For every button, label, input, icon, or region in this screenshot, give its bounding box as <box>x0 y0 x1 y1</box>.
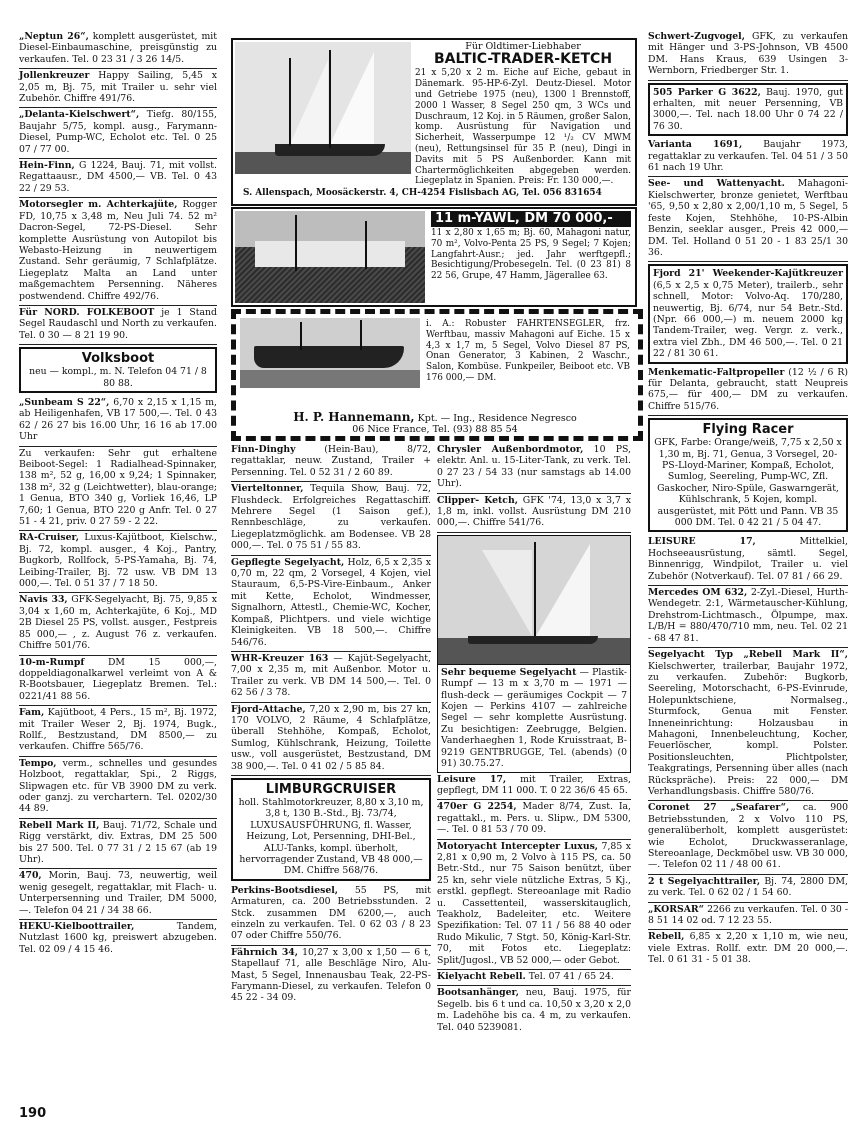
ad-headline: Fjord 21' Weekender-Kajütkreuzer <box>653 268 843 280</box>
ad-headline: Fam, <box>19 707 45 719</box>
ad-body: 55 PS, mit Armaturen, ca. 200 Betriebsstunden. 2 Stck. zusammen DM 6200,—, auch einzeln zu verkaufen. Tel. 0 62 03 / 8 23 07 oder Chiffre 550/76. <box>231 884 431 942</box>
sailing-yacht-photo <box>437 535 631 665</box>
ad-body: Tel. 07 41 / 65 24. <box>528 971 614 982</box>
baltic-title: BALTIC-TRADER-KETCH <box>433 51 613 68</box>
ad-body: Morin, Bauj. 73, neuwertig, weil wenig gesegelt, regattaklar, mit Flach- u. Unterpersenning und Trailer, DM 5000,—. Telefon 04 21 / 34 38 66. <box>19 870 217 916</box>
boxed-ad-text: GFK, Farbe: Orange/weiß, 7,75 x 2,50 x 1,30 m, Bj. 71, Genua, 3 Vorsegel, 20-PS-Lloyd-Mariner, Kompaß, Echolot, Sumlog, Seereling, Pump-WC, Zfl. Gaskocher, Niro-Spüle, Gaswarngerät, Kühlschrank, 5 Kojen, kompl. ausgerüstet, mit Pött und Pann. VB 35 000 DM. Tel. 0 42 21 / 5 04 47. <box>654 437 842 529</box>
boxed-ad <box>19 347 217 393</box>
page-number: 190 <box>19 1106 47 1121</box>
ad-body: Happy Sailing, 5,45 x 2,05 m, Bj. 75, mit Trailer u. sehr viel Zubehör. Chiffre 491/76. <box>19 70 217 105</box>
classified-ad <box>231 884 431 946</box>
classified-ad <box>19 920 217 958</box>
ad-headline: 2 t Segelyachttrailer, <box>648 875 761 887</box>
classified-ad <box>231 443 431 482</box>
ad-headline: „Delanta-Kielschwert“, <box>19 109 140 121</box>
ad-body: Bj. 74, 2800 DM, zu verk. Tel. 0 62 02 / 1 54 60. <box>648 875 848 899</box>
classified-ad <box>19 706 217 757</box>
classified-ad <box>648 903 848 931</box>
ad-headline: Tempo, <box>19 757 57 769</box>
ad-headline: Motoryacht Intercepter Luxus, <box>437 840 599 852</box>
ad-body: GFK '74, 13,0 x 3,7 x 1,8 m, inkl. vollst. Ausrüstung DM 210 000,—. Chiffre 541/76. <box>437 494 631 529</box>
classified-ad <box>648 930 848 968</box>
ad-headline: Coronet 27 „Seafarer“, <box>648 802 790 814</box>
ad-headline: Rebell, <box>648 931 685 943</box>
yawl-title: 11 m-YAWL, DM 70 000,- <box>431 211 631 227</box>
classified-ad <box>19 108 217 159</box>
classified-ad <box>19 69 217 108</box>
classified-ad <box>19 159 217 198</box>
ad-body: G 1224, Bauj. 71, mit vollst. Regattaausr., DM 4500,— VB. Tel. 0 43 22 / 29 53. <box>19 160 217 194</box>
classified-ad <box>231 482 431 555</box>
ad-body: 7,20 x 2,90 m, bis 27 kn, 170 VOLVO, 2 Räume, 4 Schlafplätze, überall Stehhöhe, Kompaß, Echolot, Sumlog, Kühlschrank, Heizung, Toilette usw., voll ausgerüstet, Bestzustand, DM 38 900,—. Tel. 0 41 02 / 5 85 84. <box>231 703 431 772</box>
ad-headline: LEISURE 17, <box>648 536 756 548</box>
ad-headline: Motorsegler m. Achterkajüte, <box>19 199 178 211</box>
ad-body: Kielschwerter, trailerbar, Baujahr 1972, zu verkaufen. Zubehör: Bugkorb, Seereling, Motorschacht, 6-PS-Evinrude, Holepunktschiene, Normalseg., Sturmfock, Genua mit Fenster. Inneneinrichtung: Holzausbau in Mahagoni, Innenbeleuchtung, Kocher, Feuerlöscher, kompl. Polster. Positionsleuchten, Plichtpolster, Teakgratings, Persenning über alles (nach Rückspräche). Preis: 22 000,— DM Verhandlungsbasis. Chiffre 580/76. <box>648 660 848 797</box>
ad-body: je 1 Stand Segel Raudaschl und North zu verkaufen. Tel. 0 30 — 8 21 19 90. <box>19 306 217 341</box>
ad-body: 10,27 x 3,00 x 1,50 — 6 t, Stapellauf 71, alle Beschläge Niro, Alu-Mast, 5 Segel, Innenausbau Teak, 22-PS-Farymann-Diesel, zu verkaufen. Telefon 0 45 22 - 34 09. <box>231 946 431 1004</box>
ad-headline: Clipper- Ketch, <box>437 494 518 506</box>
ad-headline: Navis 33, <box>19 594 68 606</box>
boxed-ad-title: LIMBURGCRUISER <box>265 781 397 797</box>
ad-headline: Rebell Mark II, <box>19 819 100 831</box>
ad-headline: RA-Cruiser, <box>19 532 79 544</box>
classified-ad <box>648 177 848 262</box>
classified-ad <box>437 986 631 1036</box>
classified-ad <box>648 138 848 177</box>
ad-headline: See- und Wattenyacht. <box>648 178 785 190</box>
classified-ad <box>648 264 848 363</box>
boxed-ad <box>648 418 848 532</box>
yawl-description: 11 x 2,80 x 1,65 m; Bj. 60, Mahagoni natur, 70 m², Volvo-Penta 25 PS, 9 Segel; 7 Kojen; Langfahrt-Ausr.; jed. Jahr werftgepfl.; Besichtigung/Probesegeln. Tel. (0 23 81) 8 22 56, Grupe, 47 Hamm, Jägerallee 63. <box>431 228 631 282</box>
classified-ad <box>19 198 217 306</box>
ad-headline: 470er G 2254, <box>437 801 517 813</box>
ad-body: Bauj. 71/72, Schale und Rigg verstärkt, div. Extras, DM 25 500 bis 27 500. Tel. 0 77 31 / 2 15 67 (ab 19 Uhr). <box>19 819 217 865</box>
ad-body: — Plastik-Rumpf — 13 m x 3,70 m — 1971 — flush-deck — geräumiges Cockpit — 7 Kojen — Perkins 4107 — zahlreiche Segel — sehr komplette Ausrüstung. Zu besichtigen: Zeebrugge, Belgien. Vanderhaeghen 1, Rode Kruisstraat, B-9219 GENTBRUGGE, Tel. (abends) (0 91) 30.75.27. <box>441 666 627 770</box>
fahrtensegler-contact <box>240 410 630 435</box>
fahrtensegler-photo <box>240 318 420 388</box>
classified-ad <box>19 656 217 707</box>
ad-body: Holz, 6,5 x 2,35 x 0,70 m, 22 qm, 2 Vorsegel, 4 Kojen, viel Stauraum, 6,5-PS-Vire-Einbaum., Anker mit Kette, Echolot, Windmesser, Signalhorn, Attestl., Chemie-WC, Kocher, Kompaß, Plichtpers. und viele wichtige Kleinigkeiten. VB 18 500,—. Chiffre 546/76. <box>231 556 431 648</box>
classifieds-column-4 <box>648 30 848 969</box>
ad-body: 2-Zyl.-Diesel, Hurth-Wendegetr. 2:1, Wärmetauscher-Kühlung, Drehstrom-Lichtmasch., Ölpumpe, max. L/B/H = 880/470/710 mm, neu. Tel. 02 21 - 68 47 81. <box>648 587 848 644</box>
ad-body: GFK-Segelyacht, Bj. 75, 9,85 x 3,04 x 1,60 m, Achterkajüte, 6 Koj., MD 2B Diesel 25 PS, vollst. ausger., Festpreis 85 000,— , z. August 76 z. verkaufen. Chiffre 501/76. <box>19 594 217 652</box>
ad-body: Rogger FD, 10,75 x 3,48 m, Neu Juli 74. 52 m² Dacron-Segel, 72-PS-Diesel. Sehr komplette Ausrüstung von Autopilot bis Webasto-Heizung in neuwertigem Zustand. Sehr geräumig, 7 Schlafplätze. Liegeplatz Malta an Land unter maßgemachtem Persenning. Näheres postwendend. Chiffre 492/76. <box>19 199 217 302</box>
ad-body: 6,85 x 2,20 x 1,10 m, wie neu, viele Extras. Rollf. extr. DM 20 000,—. Tel. 0 61 31 - 5 01 38. <box>648 931 848 966</box>
classified-ad <box>648 83 848 137</box>
ad-body: (6,5 x 2,5 x 0,75 Meter), trailerb., sehr schnell, Motor: Volvo-Aq. 170/280, neuwertig, Bj. 6/74, nur 54 Betr.-Std. (Npr. 66 000,—) m. neuem 2000 kg Tandem-Trailer, weg. Vergr. z. verk., extra viel Zbh., DM 46 500,—. Tel. 0 21 22 / 81 30 61. <box>653 279 843 360</box>
ad-headline: Fjord-Attache, <box>231 703 306 715</box>
classifieds-column-1 <box>19 30 217 958</box>
ad-body: — Kajüt-Segelyacht, 7,00 x 2,35 m, mit Außenbor. Motor u. Trailer zu verk. VB DM 14 500,—. Tel. 0 62 56 / 3 78. <box>231 652 431 699</box>
baltic-kicker: Für Oldtimer-Liebhaber <box>465 41 581 52</box>
classified-ad <box>231 703 431 776</box>
baltic-description: 21 x 5,20 x 2 m. Eiche auf Eiche, gebaut in Dänemark. 95-HP-6-Zyl. Deutz-Diesel. Motor und Getriebe 1975 (neu), 1300 l Brennstoff, 2000 l Wasser, 8 Segel 250 qm, 3 WCs und Duschraum, 12 Koj. in 5 Räumen, großer Salon, komp. Ausrüstung für Navigation und Sicherheit, Wasserpumpe 12 ¹/₂ CV MWM (neu), Rettungsinsel für 35 P. (neu), Dingi in Davits mit 5 PS Außenborder. Kann mit Chartermöglichkeiten abgegeben werden. Liegeplatz in Spanien. Preis: Fr. 130 000,—. <box>415 68 631 187</box>
fahrtensegler-name: H. P. Hannemann, <box>293 410 415 424</box>
fahrtensegler-address: 06 Nice France, Tel. (93) 88 85 54 <box>352 424 518 435</box>
ad-headline: Mercedes OM 632, <box>648 587 748 599</box>
classified-ad <box>19 593 217 655</box>
ad-headline: Hein-Finn, <box>19 160 75 172</box>
boxed-ad-text: holl. Stahlmotorkreuzer, 8,80 x 3,10 m, 3,8 t, 130 B.-Std., Bj. 73/74, LUXUSAUSFÜHRUNG, fl. Wasser, Heizung, Lot, Persenning, DHI-Bel., ALU-Tanks, kompl. überholt, hervorragender Zustand, VB 48 000,— DM. Chiffre 568/76. <box>238 796 424 877</box>
ad-body: komplett ausgerüstet, mit Diesel-Einbaumaschine, preisgünstig zu verkaufen. Tel. 0 23 31 / 3 26 14/5. <box>19 31 217 65</box>
ad-body: 7,85 x 2,81 x 0,90 m, 2 Volvo à 115 PS, ca. 50 Betr.-Std., nur 75 Saison benützt, über 25 kn, sehr viele nützliche Extras, 5 Kj., erstkl. gepflegt. Stereoanlage mit Radio u. Cassettenteil, wasserskitauglich, Teakholz, Badeleiter, etc. Weitere Spezifikation: Tel. 07 11 / 56 88 40 oder Rudo Mikulic, 7 Stgt. 50, König-Karl-Str. 70, mit Fotos etc. Liegeplatz: Split/Jugosl., VB 52 000,— oder Gebot. <box>437 840 631 966</box>
ad-headline: Perkins-Bootsdiesel, <box>231 884 339 896</box>
classified-ad <box>437 840 631 970</box>
classified-ad <box>437 665 631 773</box>
yawl-text <box>431 211 631 285</box>
ad-body: Mittelkiel, Hochseeausrüstung, sämtl. Segel, Binnenrigg, Windpilot, Trailer u. viel Zubehör (Notverkauf). Tel. 07 81 / 66 29. <box>648 536 848 582</box>
ad-headline: HEKU-Kielboottrailer, <box>19 921 135 933</box>
classified-ad <box>19 30 217 69</box>
classified-ad <box>437 970 631 986</box>
ad-headline: „Neptun 26“, <box>19 31 89 42</box>
ad-body: DM 15 000,—, doppeldiagonalkarwel verleimt von A & R-Bootsbauer, Liegeplatz Bremen. Tel.: 0221/41 88 56. <box>19 656 217 702</box>
ketch-photo <box>235 42 411 174</box>
ad-body: ca. 900 Betriebsstunden, 2 x Volvo 110 PS, generalüberholt, komplett ausgerüstet: wie Echolot, Druckwasseranlage, Stereoanlage, Deckmöbel usw. VB 30 000,—. Telefon 02 11 / 48 00 61. <box>648 802 848 871</box>
boxed-ad-title: Flying Racer <box>702 422 794 438</box>
ad-body: GFK, zu verkaufen mit Hänger und 3-PS-Johnson, VB 4500 DM. Hans Kraus, 639 Usingen 3-Wernborn, Friedberger Str. 1. <box>648 31 848 77</box>
ad-headline: 10-m-Rumpf <box>19 656 85 668</box>
baltic-trader-ad <box>231 38 637 206</box>
ad-headline: Finn-Dinghy <box>231 444 296 455</box>
classified-ad <box>19 396 217 447</box>
ad-body: neu, Bauj. 1975, für Segelb. bis 6 t und ca. 10,50 x 3,20 x 2,0 m. Ladehöhe bis ca. 4 m, zu verkaufen. Tel. 040 5239081. <box>437 987 631 1033</box>
ad-headline: Bootsanhänger, <box>437 987 519 999</box>
fahrtensegler-name-rest: Kpt. — Ing., Residence Negresco <box>417 413 577 424</box>
classified-ad <box>19 869 217 920</box>
classifieds-column-2 <box>231 443 431 1007</box>
ad-headline: Leisure 17, <box>437 773 507 785</box>
classified-ad <box>437 443 631 494</box>
classifieds-column-3 <box>437 443 631 1036</box>
ad-headline: Varianta 1691, <box>648 139 743 151</box>
ad-body: Luxus-Kajütboot, Kielschw., Bj. 72, kompl. ausger., 4 Koj., Pantry, Bugkorb, Rollfock, 5-PS-Yamaha, Bj. 74, Leibing-Trailer, Bj. 72 usw. VB DM 13 000,—. Tel. 0 51 37 / 7 18 50. <box>19 532 217 590</box>
classified-ad <box>648 366 848 417</box>
classified-ad <box>437 773 631 801</box>
ad-body: Tiefg. 80/155, Baujahr 5/75, kompl. ausg., Farymann-Diesel, Pump-WC, Echolot etc. Tel. 0 25 07 / 77 00. <box>19 109 217 155</box>
ad-headline: Segelyacht Typ „Rebell Mark II“, <box>648 649 848 661</box>
ad-headline: Sehr bequeme Segelyacht <box>441 666 577 678</box>
ad-headline: Für NORD. FOLKEBOOT <box>19 306 155 318</box>
ad-headline: 470, <box>19 870 42 882</box>
classified-ad <box>231 946 431 1007</box>
classified-ad <box>19 447 217 532</box>
fahrtensegler-ad <box>231 309 643 441</box>
ad-body: Baujahr 1973, regattaklar zu verkaufen. Tel. 04 51 / 3 50 61 nach 19 Uhr. <box>648 139 848 174</box>
ad-headline: „Sunbeam S 22“, <box>19 396 110 408</box>
classified-ad <box>437 800 631 839</box>
ad-body: Zu verkaufen: Sehr gut erhaltene Beiboot-Segel: 1 Radialhead-Spinnaker, 138 m², 52 g, 16,00 x 9,24; 1 Spinnaker, 138 m², 32 g (Leichtwetter), blau-orange; 1 Genua, BTO 340 g, Vorliek 16,46, LP 7,60; 1 Genua, BTO 220 g Anfr. Tel. 0 27 51 - 4 21, priv. 0 27 59 - 2 22. <box>19 447 217 528</box>
classified-ad <box>648 648 848 801</box>
classified-ad <box>231 652 431 703</box>
ad-body: verm., schnelles und gesundes Holzboot, regattaklar, Spi., 2 Riggs, Slipwagen etc. für VB 3900 DM zu verk. oder ganzj. zu verchartern. Tel. 0202/30 44 89. <box>19 757 217 815</box>
boxed-ad-text: neu — kompl., m. N. Telefon 04 71 / 8 80 88. <box>29 366 207 389</box>
ad-body: 2266 zu verkaufen. Tel. 0 30 - 8 51 14 02 od. 7 12 23 55. <box>648 903 848 927</box>
ad-headline: Kielyacht Rebell. <box>437 971 526 982</box>
ad-headline: „KORSAR“ <box>648 903 705 915</box>
ad-headline: Jollenkreuzer <box>19 70 90 82</box>
yawl-photo <box>235 211 425 303</box>
ad-headline: Menkematic-Faltpropeller <box>648 366 785 378</box>
ad-headline: Vierteltonner, <box>231 483 304 495</box>
ad-headline: 505 Parker G 3622, <box>653 86 761 98</box>
boxed-ad <box>231 778 431 881</box>
ad-body: Tandem, Nutzlast 1600 kg, preiswert abzugeben. Tel. 02 09 / 4 15 46. <box>19 921 217 955</box>
classified-ad <box>648 586 848 648</box>
classified-ad <box>19 757 217 819</box>
fahrtensegler-description: i. A.: Robuster FAHRTENSEGLER, frz. Werftbau, massiv Mahagoni auf Eiche. 15 x 4,3 x 1,7 m, 5 Segel, Volvo Diesel 87 PS, Onan Generator, 3 Kabinen, 2 Waschr., Salon, Kombüse. Funkpeiler, Beiboot etc. VB 176 000,— DM. <box>426 319 630 383</box>
ad-body: (12 ½ / 6 R) für Delanta, gebraucht, statt Neupreis 675,— für 400,— DM zu verkaufen. Chiffre 515/76. <box>648 366 848 412</box>
boxed-ad-title: Volksboot <box>81 351 155 367</box>
ad-body: Mader 8/74, Zust. Ia, regattakl., m. Pers. u. Slipw., DM 5300,—. Tel. 0 81 53 / 70 09. <box>437 801 631 836</box>
classified-ad <box>437 494 631 533</box>
ad-headline: Fährnich 34, <box>231 946 299 958</box>
ad-headline: WHR-Kreuzer 163 <box>231 652 329 664</box>
ad-body: Mahagoni-Kielschwerter, bronze genietet, Werftbau '65, 9,50 x 2,80 x 2,00/1,10 m, 5 Segel, 5 feste Kojen, Stehhöhe, 10-PS-Albin Benzin, seeklar ausger., Preis 42 000,— DM. Tel. Holland 0 51 20 - 1 83 25/1 30 36. <box>648 178 848 258</box>
baltic-text <box>415 41 631 190</box>
classified-ad <box>648 30 848 81</box>
ad-headline: Gepflegte Segelyacht, <box>231 556 345 568</box>
ad-body: Kajütboot, 4 Pers., 15 m², Bj. 1972, mit Trailer Weser 2, Bj. 1974, Bugk., Rollf., Bestzustand, DM 8500,— zu verkaufen. Chiffre 565/76. <box>19 707 217 753</box>
ad-headline: Schwert-Zugvogel, <box>648 31 745 42</box>
baltic-contact: S. Allenspach, Moosäckerstr. 4, CH-4254 Fislisbach AG, Tel. 056 831654 <box>243 188 602 198</box>
classified-ad <box>231 556 431 652</box>
ad-body: (Hein-Bau), 8/72, regattaklar, neuw. Zustand, Trailer + Persenning. Tel. 0 52 31 / 2 60 89. <box>231 444 431 478</box>
classified-ad <box>19 531 217 593</box>
classified-ad <box>648 801 848 874</box>
ad-body: Tequila Show, Bauj. 72, Flushdeck. Erfolgreiches Regattaschiff. Mehrere Segel (1 Saison gef.), Rennbeschläge, zu verkaufen. Liegeplatzmöglichk. am Bodensee. VB 28 000,—. Tel. 0 75 51 / 55 83. <box>231 483 431 552</box>
classified-ad <box>19 306 217 345</box>
classified-ad <box>648 875 848 903</box>
ad-body: mit Trailer, Extras, gepflegt, DM 11 000. T. 0 22 36/6 45 65. <box>437 773 631 796</box>
ad-body: 10 PS, elektr. Anl. u. 15-Liter-Tank, zu verk. Tel. 0 27 23 / 54 33 (nur samstags ab 14.00 Uhr). <box>437 444 631 490</box>
ad-headline: Chrysler Außenbordmotor, <box>437 444 584 455</box>
ad-body: 6,70 x 2,15 x 1,15 m, ab Heiligenhafen, VB 17 500,—. Tel. 0 43 62 / 26 27 bis 16.00 Uhr, 16 16 ab 17.00 Uhr <box>19 396 217 443</box>
classified-ad <box>19 819 217 870</box>
ad-body: Bauj. 1970, gut erhalten, mit neuer Persenning, VB 3000,—. Tel. nach 18.00 Uhr 0 74 22 / 76 30. <box>653 86 843 132</box>
yawl-ad <box>231 207 637 307</box>
classified-ad <box>648 535 848 586</box>
